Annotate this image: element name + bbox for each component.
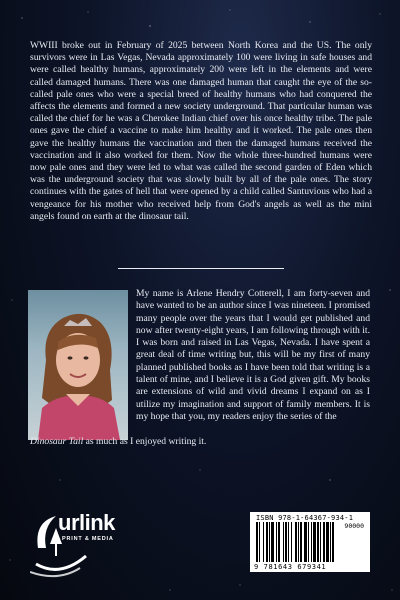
author-bio-continued — [30, 436, 370, 448]
author-photo — [28, 290, 128, 440]
barcode-bar — [326, 522, 329, 562]
barcode-bar — [263, 522, 264, 562]
publisher-name: urlink — [58, 510, 115, 535]
barcode-bar — [332, 522, 334, 562]
barcode-bar — [278, 522, 280, 562]
barcode-bar — [271, 522, 274, 562]
series-title: Dinosaur Tail — [30, 436, 84, 447]
author-bio-full — [136, 288, 370, 423]
barcode-bar — [308, 522, 309, 562]
book-synopsis: WWIII broke out in February of 2025 between North Korea and the US. The only survivors were in Las Vegas, Nevada approximately 100 were living in safe houses and were called healthy humans, approximately 200 were left in the elements and were called damaged humans. There was one damaged human that caught the eye of the so-called pale ones who were a special breed of healthy humans who had conquered the affects the elements and formed a new society underground. That particular human was called the chief for he was a Cherokee Indian chief over his once healthy tribe. The pale ones gave the chief a vaccine to make him healthy and it worked. The pale ones then gave the healthy humans the vaccination and then the damaged humans received the vaccination and it also worked for them. Now the whole three-hundred humans were now pale ones and they were led to what was called the second garden of Eden which was the underground society that was slowly built by all of the pale ones. The story continues with the gates of hell that were opened by a child called Santuvious who had a vengeance for his mother who received help from God's angels as well as the mini angels found on earth at the dinosaur tail. — [30, 40, 372, 222]
barcode-bar — [256, 522, 258, 562]
barcode-bar — [304, 522, 307, 562]
barcode-bar — [276, 522, 277, 562]
barcode-bar — [311, 522, 312, 562]
barcode-bar — [330, 522, 331, 562]
barcode-bar — [298, 522, 299, 562]
barcode-bar — [266, 522, 268, 562]
barcode-bar — [291, 522, 292, 562]
barcode-bar — [269, 522, 270, 562]
price-code: 90000 — [344, 522, 364, 530]
barcode-bar — [317, 522, 319, 562]
barcode-bar — [300, 522, 302, 562]
barcode-bar — [323, 522, 325, 562]
barcode-bar — [285, 522, 287, 562]
author-bio-top: My name is Arlene Hendry Cotterell, I am forty-seven and have wanted to be an author since I was nineteen. I promised many people over the years that I would get published and now after twenty-eight years, I am following through with it. I was born and raised in Las Vegas, Nevada. I have spent a great deal of time writing but, this will be my first of many planned published books as I have been told that writing is a talent of mine, and I believe it is a God given gift. My books are extensions of wild and vivid dreams I expand on as I utilize my imagination and support of family members. It is my hope that you, my readers enjoy the series of the — [136, 288, 370, 422]
barcode-bar — [313, 522, 316, 562]
barcode-bar — [295, 522, 297, 562]
publisher-tagline: PRINT & MEDIA — [62, 536, 114, 542]
barcode-bar — [288, 522, 289, 562]
author-bio-end: as much as I enjoyed writing it. — [83, 436, 207, 447]
barcode-bar — [320, 522, 321, 562]
section-divider — [118, 268, 284, 269]
isbn-text: ISBN 978-1-64367-934-1 — [256, 514, 354, 522]
ean-digits: 9 781643 679341 — [254, 563, 327, 571]
barcode-bars — [256, 522, 364, 562]
barcode-bar — [259, 522, 260, 562]
barcode-bar — [283, 522, 284, 562]
isbn-barcode — [250, 512, 370, 572]
